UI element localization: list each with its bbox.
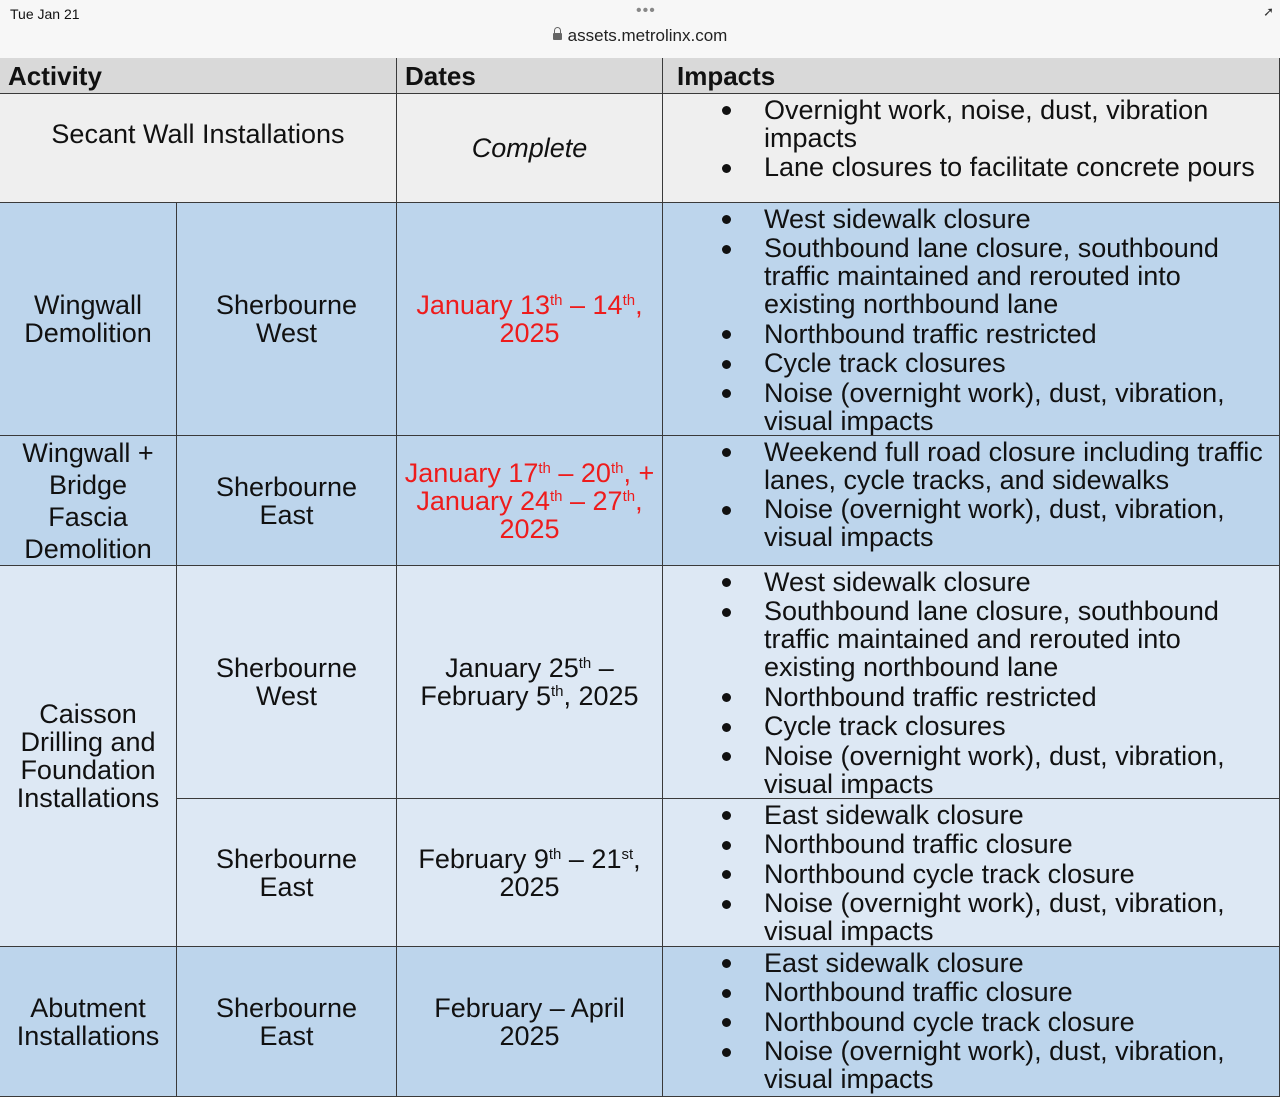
impact-item: Northbound cycle track closure — [663, 858, 1279, 888]
location-arrow-icon: ➚ — [1263, 4, 1274, 19]
header-dates — [397, 58, 663, 94]
impact-item: Noise (overnight work), dust, vibration, visual impacts — [663, 888, 1279, 946]
url-text: assets.metrolinx.com — [567, 26, 728, 45]
activity-abutment — [0, 947, 177, 1097]
address-bar[interactable] — [0, 26, 1280, 46]
impacts-wingwall-bridge-fascia — [663, 436, 1280, 566]
header-activity — [0, 58, 397, 94]
location-sherbourne-west — [177, 203, 397, 436]
clock: Tue Jan 21 — [10, 6, 80, 22]
impacts-abutment — [663, 947, 1280, 1097]
impact-item: Northbound traffic restricted — [663, 318, 1279, 348]
impact-item: Weekend full road closure including traffic lanes, cycle tracks, and sidewalks — [663, 436, 1279, 494]
impact-item: Overnight work, noise, dust, vibration impacts — [663, 94, 1279, 152]
dates-caisson-east — [397, 799, 663, 947]
location-label: Sherbourne East — [215, 843, 358, 902]
impacts-secant-wall — [663, 94, 1280, 203]
dates-label: January 17th – 20th, + January 24th – 27th, 2025 — [404, 457, 655, 544]
impact-item: Southbound lane closure, southbound traffic maintained and rerouted into existing northbound lane — [663, 596, 1279, 682]
activity-wingwall-bridge-fascia — [0, 436, 177, 566]
impact-item: Lane closures to facilitate concrete pours — [663, 152, 1279, 182]
impact-item: Noise (overnight work), dust, vibration, visual impacts — [663, 740, 1279, 798]
impacts-caisson-west — [663, 566, 1280, 799]
dates-abutment — [397, 947, 663, 1097]
header-dates-label: Dates — [405, 60, 476, 91]
impact-item: Noise (overnight work), dust, vibration, visual impacts — [663, 377, 1279, 435]
location-label: Sherbourne East — [215, 992, 358, 1051]
dates-caisson-west — [397, 566, 663, 799]
activity-label: Wingwall Demolition — [24, 290, 152, 348]
impact-item: Noise (overnight work), dust, vibration, visual impacts — [663, 1036, 1279, 1094]
activity-wingwall-demolition — [0, 203, 177, 436]
impact-item: Northbound traffic closure — [663, 977, 1279, 1007]
header-impacts-label: Impacts — [677, 60, 776, 91]
activity-label: Secant Wall Installations — [51, 119, 345, 149]
dates-label: January 13th – 14th, 2025 — [416, 290, 643, 348]
impact-item: East sidewalk closure — [663, 799, 1279, 829]
dates-label: January 25th – February 5th, 2025 — [420, 653, 639, 711]
impact-item: Northbound traffic closure — [663, 829, 1279, 859]
header-activity-label: Activity — [8, 60, 102, 91]
dates-wingwall-bridge-fascia — [397, 436, 663, 566]
browser-status-bar — [0, 0, 1280, 59]
activity-secant-wall — [0, 94, 397, 203]
impact-item: Northbound cycle track closure — [663, 1006, 1279, 1036]
location-label: Sherbourne West — [215, 653, 358, 711]
impacts-caisson-east — [663, 799, 1280, 947]
activity-label: Abutment Installations — [16, 992, 160, 1051]
location-sherbourne-east-2 — [177, 799, 397, 947]
activity-label: Caisson Drilling and Foundation Installations — [16, 699, 160, 813]
impact-item: East sidewalk closure — [663, 947, 1279, 977]
lock-icon — [553, 33, 562, 40]
impact-item: West sidewalk closure — [663, 566, 1279, 596]
dates-wingwall-demolition — [397, 203, 663, 436]
dates-label: February – April 2025 — [434, 992, 625, 1051]
location-sherbourne-west-2 — [177, 566, 397, 799]
impact-item: Cycle track closures — [663, 711, 1279, 741]
dates-label: February 9th – 21st, 2025 — [418, 843, 641, 902]
activity-caisson-drilling — [0, 566, 177, 947]
location-label: Sherbourne West — [215, 290, 358, 348]
dates-label: Complete — [471, 133, 588, 163]
header-impacts — [663, 58, 1280, 94]
dates-secant-wall — [397, 94, 663, 203]
more-options-icon[interactable]: ••• — [636, 2, 656, 19]
impact-item: Noise (overnight work), dust, vibration, visual impacts — [663, 494, 1279, 552]
impact-item: West sidewalk closure — [663, 203, 1279, 233]
location-sherbourne-east-3 — [177, 947, 397, 1097]
impact-item: Southbound lane closure, southbound traffic maintained and rerouted into existing northbound lane — [663, 233, 1279, 319]
activity-label: Wingwall + Bridge Fascia Demolition — [22, 437, 154, 564]
location-sherbourne-east — [177, 436, 397, 566]
impacts-wingwall-demolition — [663, 203, 1280, 436]
impact-item: Northbound traffic restricted — [663, 681, 1279, 711]
impact-item: Cycle track closures — [663, 348, 1279, 378]
location-label: Sherbourne East — [215, 471, 358, 530]
